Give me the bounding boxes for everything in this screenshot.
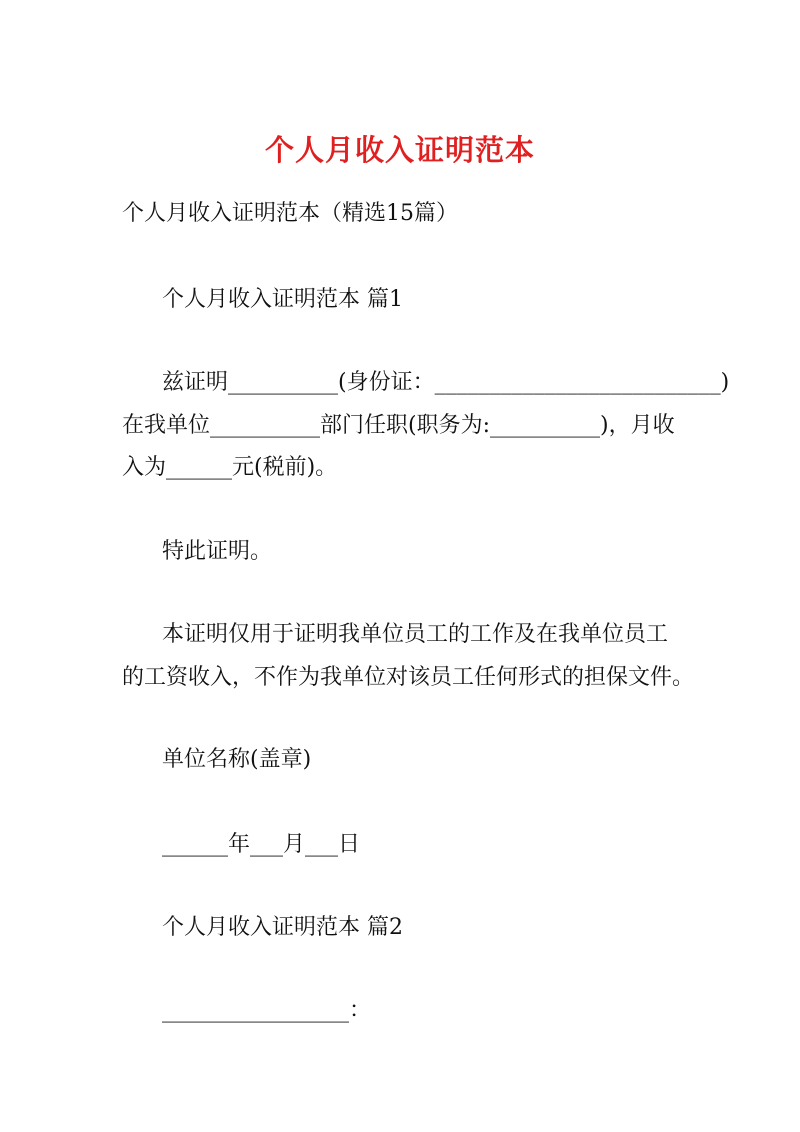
certificate-line-1: 兹证明__________(身份证：__________________________) — [162, 370, 730, 395]
section-2-salutation: _________________： — [162, 998, 372, 1023]
document-title: 个人月收入证明范本 — [264, 133, 535, 167]
intro-line: 个人月收入证明范本（精选15篇） — [122, 201, 458, 226]
section-2-heading: 个人月收入证明范本 篇2 — [162, 915, 403, 940]
date-line: ______年___月___日 — [162, 832, 361, 857]
unit-name-seal: 单位名称(盖章) — [162, 747, 312, 772]
disclaimer-line-2: 的工资收入，不作为我单位对该员工任何形式的担保文件。 — [122, 665, 695, 690]
certificate-line-3: 入为______元(税前)。 — [122, 455, 338, 480]
certify-statement: 特此证明。 — [162, 539, 273, 564]
section-1-heading: 个人月收入证明范本 篇1 — [162, 287, 403, 312]
disclaimer-line-1: 本证明仅用于证明我单位员工的工作及在我单位员工 — [162, 622, 669, 647]
certificate-line-2: 在我单位__________部门任职(职务为:__________)，月收 — [122, 413, 675, 438]
